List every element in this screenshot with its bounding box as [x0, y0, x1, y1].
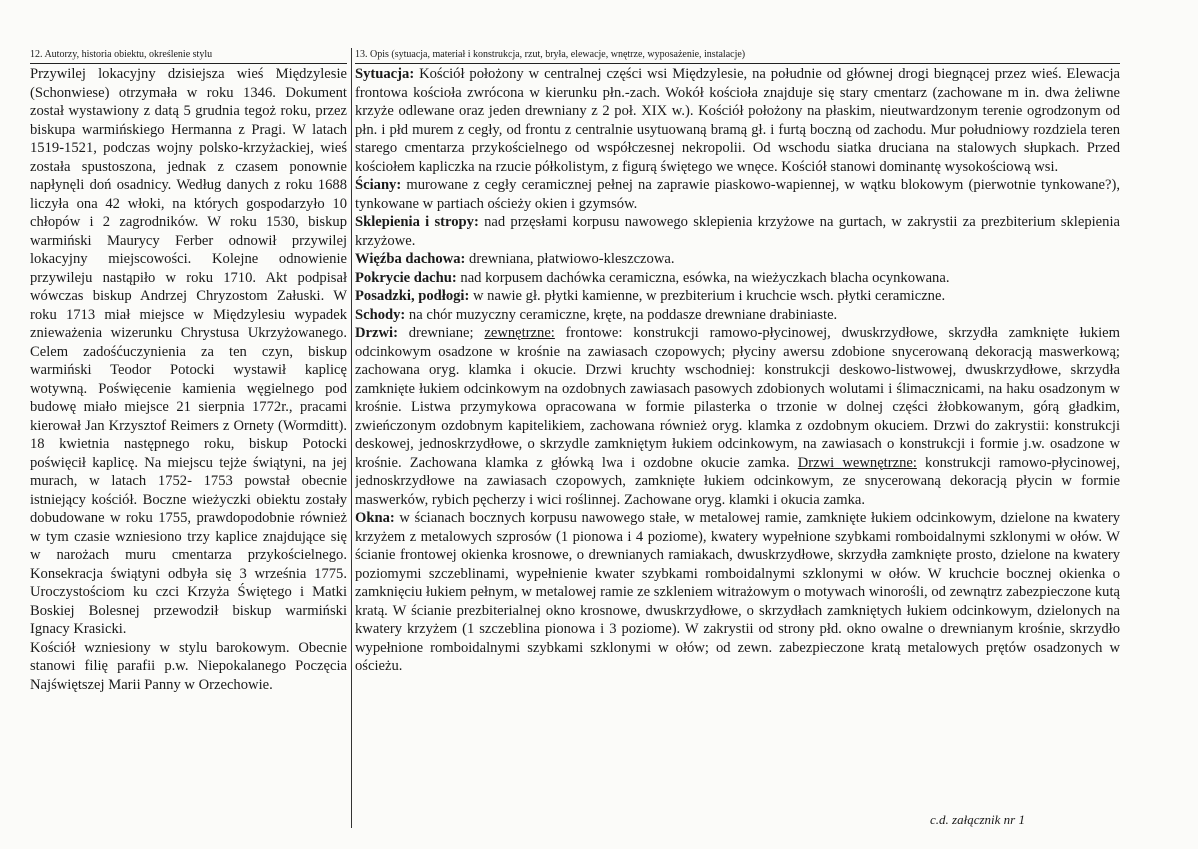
text-posadzki: w nawie gł. płytki kamienne, w prezbiterium i kruchcie wsch. płytki ceramiczne.: [469, 288, 946, 304]
text-drzwi-1: drewniane;: [397, 325, 485, 341]
description-column: [355, 48, 1120, 827]
label-schody: Schody:: [355, 306, 406, 323]
section-drzwi: [355, 324, 1120, 509]
footer-attachment-note: c.d. załącznik nr 1: [930, 812, 1025, 827]
history-paragraph-2: Kościół wzniesiony w stylu barokowym. Obecnie stanowi filię parafii p.w. Niepokalanego Poczęcia Najświętszej Marii Panny w Orzechowie.: [30, 639, 347, 693]
label-sciany: Ściany:: [355, 177, 402, 193]
text-sciany: murowane z cegły ceramicznej pełnej na zaprawie piaskowo-wapiennej, w wątku blokowym (pierwotnie tynkowane?), tynkowane w partiach ościeży okien i gzymsów.: [355, 177, 1120, 212]
history-column: [30, 48, 347, 827]
text-schody: na chór muzyczny ceramiczne, kręte, na poddasze drewniane drabiniaste.: [405, 306, 838, 323]
section-okna: [355, 509, 1120, 676]
description-header: 13. Opis (sytuacja, materiał i konstrukcja, rzut, bryła, elewacje, wnętrze, wyposażenie, instalacje): [355, 48, 1120, 64]
label-drzwi: Drzwi:: [355, 325, 398, 341]
label-sklepienia: Sklepienia i stropy:: [355, 214, 479, 230]
label-drzwi-zewnetrzne: zewnętrzne:: [484, 325, 555, 341]
text-pokrycie: nad korpusem dachówka ceramiczna, esówka, na wieżyczkach blacha ocynkowana.: [456, 269, 950, 286]
section-sciany: [355, 176, 1120, 213]
label-posadzki: Posadzki, podłogi:: [355, 288, 470, 304]
section-wiezba: [355, 250, 1120, 269]
label-pokrycie: Pokrycie dachu:: [355, 269, 457, 286]
text-okna: w ścianach bocznych korpusu nawowego stałe, w metalowej ramie, zamknięte łukiem odcinkowym, dzielone na kwatery krzyżem z metalowych szprosów (1 pionowa i 4 poziome), kwatery wypełnione szybkami romboidalnymi szklonymi w ołów. W ścianie frontowej okienka krosnowe, o drewnianych ramiakach, dwuskrzydłowe, skrzydła zamknięte prosto, dzielone na kwatery poziomymi szczeblinami, wypełnienie kwater szybkami romboidalnymi szklonymi w ołów. W kruchcie bocznej okienka o zamknięciu łukiem pełnym, w metalowej ramie ze szkleniem witrażowym o motywach winorośli, od zewnątrz zabezpieczone kutą kratą. W ścianie prezbiterialnej okno krosnowe, dwuskrzydłowe, o skrzydłach zamkniętych łukiem odcinkowym, dzielonych na kwatery krzyżem (1 szczeblina pionowa i 3 poziome). W zakrystii od strony płd. okno owalne o drewnianym krośnie, skrzydło wypełnione romboidalnymi szybkami szklonymi w ołów; od zewn. zabezpieczone kratą metalowych prętów osadzonych w ościeżu.: [355, 510, 1120, 674]
text-sytuacja: Kościół położony w centralnej części wsi Międzylesie, na południe od głównej drogi biegnącej przez wieś. Elewacja frontowa kościoła zwrócona w kierunku płn.-zach. Wokół kościoła znajduje się stary cmentarz (zachowane m in. dwa żeliwne krzyże odlewane oraz jeden drewniany z 2 poł. XIX w.). Kościół położony na płaskim, nieutwardzonym terenie ogrodzonym od płn. i płd murem z cegły, od frontu z centralnie usytuowaną bramą gł. i furtą boczną od zachodu. Mur południowy rozdziela teren starego cmentarza przykościelnego od współczesnej nekropolii. Od wschodu siatka druciana na stalowych słupkach. Przed kościołem kapliczka na rzucie półkolistym, z figurą świętego we wnęce. Kościół stanowi dominantę wysokościową wsi.: [355, 66, 1120, 175]
label-drzwi-wewnetrzne: Drzwi wewnętrzne:: [797, 454, 917, 471]
text-sklepienia: nad przęsłami korpusu nawowego sklepienia krzyżowe na gurtach, w zakrystii za prezbiterium sklepienia krzyżowe.: [355, 214, 1120, 249]
label-wiezba: Więźba dachowa:: [355, 251, 466, 267]
history-paragraph-1: Przywilej lokacyjny dzisiejsza wieś Międzylesie (Schonwiese) otrzymała w roku 1346. Dokument został wystawiony z datą 5 grudnia tegoż roku, przez biskupa warmińskiego Hermanna z Pragi. W latach 1519-1521, podczas wojny polsko-krzyżackiej, wieś została spustoszona, jednak z czasem ponownie napłynęli doń osadnicy. Według danych z roku 1688 liczyła ona 42 włoki, na których gospodarzyło 10 chłopów i 2 zagrodników. W roku 1530, biskup warmiński Maurycy Ferber odnowił przywilej lokacyjny miejscowości. Kolejne odnowienie przywileju nastąpiło w roku 1710. Akt podpisał wówczas biskup Andrzej Chryzostom Załuski. W roku 1713 miał miejsce w Międzylesiu wypadek znieważenia wizerunku Chrystusa Ukrzyżowanego. Celem zadośćuczynienia za ten czyn, biskup warmiński Teodor Potocki wystawił kaplicę wotywną. Poświęcenie kamienia węgielnego pod budowę miało miejsce 21 sierpnia 1772r., pracami kierował Jan Krzysztof Reimers z Ornety (Wormditt). 18 kwietnia następnego roku, biskup Potocki poświęcił kaplicę. Na miejscu tejże świątyni, na jej murach, w latach 1752- 1753 powstał obecnie istniejący kościół. Boczne wieżyczki obiektu zostały dobudowane w roku 1755, prawdopodobnie również w tym czasie wzniesiono trzy kaplice znajdujące się w narożach muru cmentarza przykościelnego. Konsekracja świątyni odbyła się 3 września 1775. Uroczystościom ku czci Krzyża Świętego i Matki Boskiej Bolesnej przewodził biskup warmiński Ignacy Krasicki.: [30, 66, 347, 637]
section-posadzki: [355, 287, 1120, 306]
section-pokrycie: [355, 269, 1120, 288]
text-drzwi-3: konstrukcji ramowo-płycinowej, jednoskrzydłowe na zawiasach czopowych, zamknięte łukiem odcinkowym, ze snycerowaną dekoracją płycin w formie maswerków, rybich pęcherzy i wici roślinnej. Zachowane oryg. klamki i okucia zamka.: [355, 454, 1120, 508]
section-sytuacja: [355, 65, 1120, 176]
section-schody: [355, 306, 1120, 325]
history-header: 12. Autorzy, historia obiektu, określenie stylu: [30, 48, 347, 64]
section-sklepienia: [355, 213, 1120, 250]
text-wiezba: drewniana, płatwiowo-kleszczowa.: [465, 251, 675, 267]
label-sytuacja: Sytuacja:: [355, 66, 415, 82]
text-drzwi-2: frontowe: konstrukcji ramowo-płycinowej, dwuskrzydłowe, skrzydła zamknięte łukiem odcinkowym osadzone w krośnie na zawiasach czopowych; płyciny awersu zdobione snycerowaną dekoracją maswerkową; zachowana oryg. klamka i okucie. Drzwi kruchty wschodniej: konstrukcji deskowo-listwowej, dwuskrzydłowe, skrzydła zamknięte łukiem odcinkowym na ozdobnych zawiasach pasowych zdobionych wolutami i ślimacznicami, na haku osadzonym w krośnie. Listwa przymykowa opracowana w formie pilasterka o trzonie w dolnej części żłobkowanym, górą gładkim, zwieńczonym ozdobnym kapitelikiem, zachowana również oryg. klamka z ozdobnym okuciem. Drzwi do zakrystii: konstrukcji deskowej, jednoskrzydłowe, o skrzydle zamkniętym łukiem odcinkowym, na zawiasach o konstrukcji i formie j.w. osadzone w krośnie. Zachowana klamka z główką lwa i ozdobne okucie zamka.: [355, 325, 1120, 471]
label-okna: Okna:: [355, 510, 395, 526]
column-divider: [351, 48, 352, 828]
description-body: [355, 64, 1120, 676]
history-body: [30, 64, 347, 694]
